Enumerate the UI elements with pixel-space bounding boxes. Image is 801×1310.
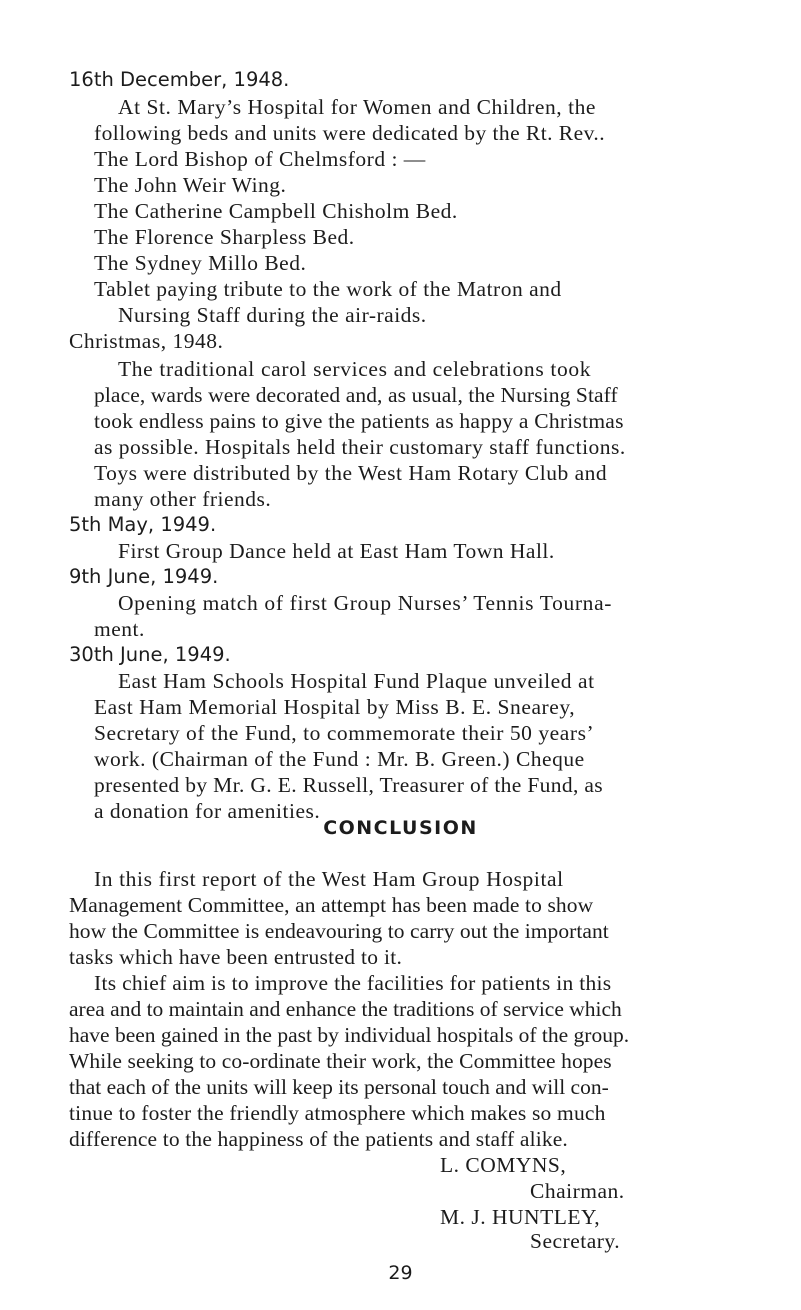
- paragraph-line: In this first report of the West Ham Group Hospital: [94, 867, 564, 891]
- entry-line: following beds and units were dedicated by the Rt. Rev..: [94, 121, 606, 145]
- entry-date: 9th June, 1949.: [69, 565, 219, 588]
- paragraph-line: Management Committee, an attempt has been made to show: [69, 893, 594, 917]
- signatory-name: M. J. HUNTLEY,: [440, 1205, 601, 1229]
- page-number: 29: [388, 1262, 413, 1284]
- paragraph-line: area and to maintain and enhance the traditions of service which: [69, 997, 622, 1021]
- paragraph-line: tinue to foster the friendly atmosphere which makes so much: [69, 1101, 606, 1125]
- entry-date: 30th June, 1949.: [69, 643, 231, 666]
- entry-line: The Lord Bishop of Chelmsford : —: [94, 147, 426, 171]
- entry-line: Opening match of first Group Nurses’ Tennis Tourna-: [118, 591, 613, 615]
- entry-line: many other friends.: [94, 487, 272, 511]
- entry-line: ment.: [94, 617, 145, 641]
- entry-line: place, wards were decorated and, as usual, the Nursing Staff: [94, 383, 618, 407]
- paragraph-line: Its chief aim is to improve the facilities for patients in this: [94, 971, 612, 995]
- entry-line: Nursing Staff during the air-raids.: [118, 303, 427, 327]
- entry-line: First Group Dance held at East Ham Town Hall.: [118, 539, 555, 563]
- paragraph-line: have been gained in the past by individual hospitals of the group.: [69, 1023, 630, 1047]
- entry-line: took endless pains to give the patients as happy a Christmas: [94, 409, 624, 433]
- entry-date: 5th May, 1949.: [69, 513, 217, 536]
- paragraph-line: While seeking to co-ordinate their work, the Committee hopes: [69, 1049, 612, 1073]
- entry-line: work. (Chairman of the Fund : Mr. B. Green.) Cheque: [94, 747, 585, 771]
- entry-line: The Catherine Campbell Chisholm Bed.: [94, 199, 458, 223]
- signatory-title: Secretary.: [530, 1229, 621, 1253]
- entry-line: East Ham Memorial Hospital by Miss B. E. Snearey,: [94, 695, 576, 719]
- entry-date: 16th December, 1948.: [69, 68, 290, 91]
- entry-line: Secretary of the Fund, to commemorate their 50 years’: [94, 721, 595, 745]
- entry-line: presented by Mr. G. E. Russell, Treasurer of the Fund, as: [94, 773, 604, 797]
- entry-line: East Ham Schools Hospital Fund Plaque unveiled at: [118, 669, 595, 693]
- entry-line: The Florence Sharpless Bed.: [94, 225, 355, 249]
- entry-date: Christmas, 1948.: [69, 329, 224, 353]
- entry-line: a donation for amenities.: [94, 799, 321, 823]
- signatory-name: L. COMYNS,: [440, 1153, 567, 1177]
- paragraph-line: difference to the happiness of the patients and staff alike.: [69, 1127, 568, 1151]
- paragraph-line: that each of the units will keep its personal touch and will con-: [69, 1075, 609, 1099]
- paragraph-line: tasks which have been entrusted to it.: [69, 945, 403, 969]
- paragraph-line: how the Committee is endeavouring to carry out the important: [69, 919, 609, 943]
- entry-line: The traditional carol services and celebrations took: [118, 357, 592, 381]
- section-heading: CONCLUSION: [323, 817, 478, 839]
- entry-line: The John Weir Wing.: [94, 173, 287, 197]
- entry-line: The Sydney Millo Bed.: [94, 251, 307, 275]
- entry-line: Tablet paying tribute to the work of the Matron and: [94, 277, 562, 301]
- entry-line: At St. Mary’s Hospital for Women and Children, the: [118, 95, 597, 119]
- entry-line: Toys were distributed by the West Ham Rotary Club and: [94, 461, 608, 485]
- signatory-title: Chairman.: [530, 1179, 625, 1203]
- entry-line: as possible. Hospitals held their customary staff functions.: [94, 435, 626, 459]
